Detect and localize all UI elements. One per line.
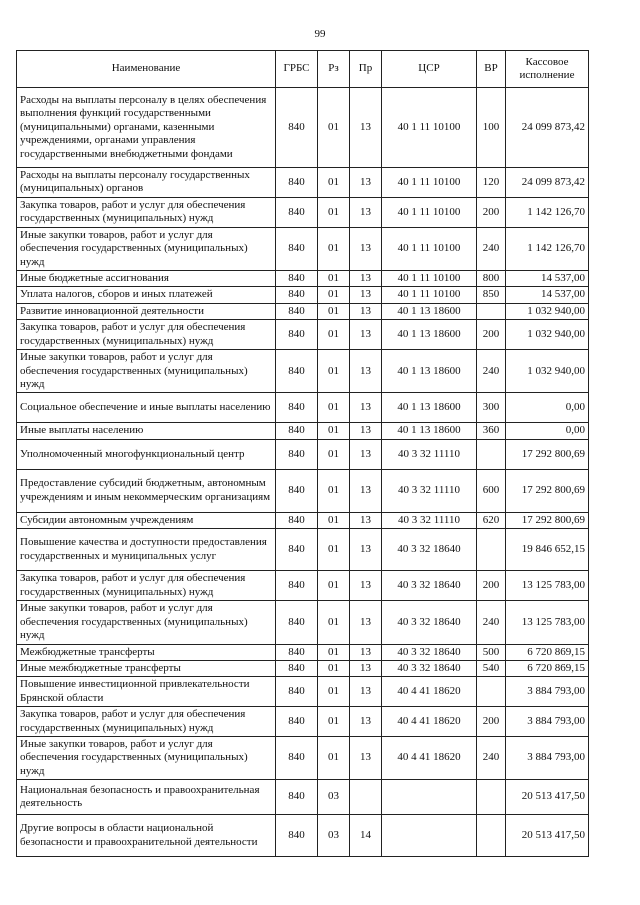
cell-amount: 13 125 783,00	[506, 571, 589, 601]
cell-amount: 0,00	[506, 423, 589, 439]
table-row	[17, 660, 589, 676]
cell-pr: 13	[350, 469, 382, 512]
table-row	[17, 320, 589, 350]
cell-amount: 24 099 873,42	[506, 88, 589, 168]
cell-name: Уплата налогов, сборов и иных платежей	[17, 287, 276, 303]
cell-name: Закупка товаров, работ и услуг для обеспечения государственных (муниципальных) нужд	[17, 707, 276, 737]
cell-csr: 40 1 13 18600	[382, 320, 477, 350]
cell-name: Другие вопросы в области национальной безопасности и правоохранительной деятельности	[17, 815, 276, 857]
cell-grbs: 840	[276, 350, 318, 393]
cell-vr: 620	[477, 512, 506, 528]
table-row	[17, 469, 589, 512]
cell-amount: 19 846 652,15	[506, 529, 589, 571]
cell-amount: 13 125 783,00	[506, 601, 589, 644]
cell-csr: 40 1 13 18600	[382, 393, 477, 423]
cell-rz: 01	[318, 303, 350, 319]
cell-rz: 01	[318, 439, 350, 469]
cell-grbs: 840	[276, 271, 318, 287]
cell-name: Закупка товаров, работ и услуг для обеспечения государственных (муниципальных) нужд	[17, 197, 276, 227]
cell-pr: 13	[350, 271, 382, 287]
cell-rz: 01	[318, 88, 350, 168]
cell-amount: 20 513 417,50	[506, 780, 589, 815]
cell-grbs: 840	[276, 707, 318, 737]
cell-csr: 40 4 41 18620	[382, 736, 477, 779]
cell-csr	[382, 780, 477, 815]
cell-name: Иные бюджетные ассигнования	[17, 271, 276, 287]
cell-vr: 800	[477, 271, 506, 287]
cell-vr	[477, 529, 506, 571]
cell-pr: 13	[350, 227, 382, 270]
cell-vr: 540	[477, 660, 506, 676]
cell-vr: 240	[477, 227, 506, 270]
cell-vr	[477, 815, 506, 857]
cell-name: Уполномоченный многофункциональный центр	[17, 439, 276, 469]
cell-vr: 100	[477, 88, 506, 168]
cell-vr: 200	[477, 320, 506, 350]
table-row	[17, 423, 589, 439]
cell-rz: 01	[318, 677, 350, 707]
cell-name: Иные закупки товаров, работ и услуг для обеспечения государственных (муниципальных) нужд	[17, 350, 276, 393]
table-row	[17, 287, 589, 303]
cell-pr: 13	[350, 350, 382, 393]
cell-pr: 13	[350, 529, 382, 571]
cell-pr: 13	[350, 601, 382, 644]
cell-name: Расходы на выплаты персоналу государственных (муниципальных) органов	[17, 168, 276, 198]
cell-rz: 01	[318, 287, 350, 303]
table-row	[17, 227, 589, 270]
cell-grbs: 840	[276, 439, 318, 469]
cell-pr: 13	[350, 571, 382, 601]
cell-pr: 13	[350, 423, 382, 439]
cell-amount: 3 884 793,00	[506, 707, 589, 737]
cell-csr: 40 3 32 18640	[382, 529, 477, 571]
cell-csr: 40 1 11 10100	[382, 287, 477, 303]
cell-amount: 1 142 126,70	[506, 227, 589, 270]
cell-pr: 13	[350, 393, 382, 423]
cell-amount: 6 720 869,15	[506, 660, 589, 676]
cell-vr: 200	[477, 707, 506, 737]
cell-rz: 01	[318, 529, 350, 571]
cell-rz: 01	[318, 350, 350, 393]
cell-amount: 14 537,00	[506, 271, 589, 287]
cell-amount: 0,00	[506, 393, 589, 423]
cell-csr: 40 1 13 18600	[382, 423, 477, 439]
table-row	[17, 271, 589, 287]
cell-vr	[477, 439, 506, 469]
table-row	[17, 707, 589, 737]
cell-amount: 20 513 417,50	[506, 815, 589, 857]
cell-pr: 13	[350, 320, 382, 350]
cell-name: Повышение качества и доступности предоставления государственных и муниципальных услуг	[17, 529, 276, 571]
cell-amount: 1 142 126,70	[506, 197, 589, 227]
cell-name: Социальное обеспечение и иные выплаты населению	[17, 393, 276, 423]
cell-rz: 01	[318, 469, 350, 512]
cell-csr: 40 3 32 18640	[382, 571, 477, 601]
cell-name: Закупка товаров, работ и услуг для обеспечения государственных (муниципальных) нужд	[17, 320, 276, 350]
cell-amount: 17 292 800,69	[506, 512, 589, 528]
cell-rz: 01	[318, 271, 350, 287]
cell-rz: 01	[318, 393, 350, 423]
cell-grbs: 840	[276, 303, 318, 319]
table-row	[17, 644, 589, 660]
cell-vr	[477, 677, 506, 707]
cell-csr: 40 1 11 10100	[382, 227, 477, 270]
cell-vr: 240	[477, 350, 506, 393]
cell-rz: 01	[318, 197, 350, 227]
cell-grbs: 840	[276, 423, 318, 439]
cell-pr: 13	[350, 168, 382, 198]
cell-amount: 17 292 800,69	[506, 439, 589, 469]
table-row	[17, 512, 589, 528]
table-row	[17, 571, 589, 601]
cell-pr: 13	[350, 512, 382, 528]
cell-csr: 40 1 13 18600	[382, 350, 477, 393]
cell-grbs: 840	[276, 660, 318, 676]
cell-amount: 1 032 940,00	[506, 320, 589, 350]
cell-pr: 13	[350, 88, 382, 168]
cell-vr: 200	[477, 197, 506, 227]
header-name: Наименование	[17, 51, 276, 88]
budget-table	[16, 50, 589, 857]
cell-vr: 240	[477, 601, 506, 644]
cell-pr: 13	[350, 660, 382, 676]
cell-vr	[477, 303, 506, 319]
cell-csr: 40 3 32 11110	[382, 439, 477, 469]
table-row	[17, 529, 589, 571]
table-row	[17, 439, 589, 469]
cell-amount: 1 032 940,00	[506, 350, 589, 393]
cell-grbs: 840	[276, 393, 318, 423]
cell-rz: 01	[318, 644, 350, 660]
header-pr: Пр	[350, 51, 382, 88]
cell-amount: 3 884 793,00	[506, 677, 589, 707]
cell-pr: 13	[350, 439, 382, 469]
cell-name: Иные межбюджетные трансферты	[17, 660, 276, 676]
cell-amount: 3 884 793,00	[506, 736, 589, 779]
cell-vr: 200	[477, 571, 506, 601]
cell-name: Закупка товаров, работ и услуг для обеспечения государственных (муниципальных) нужд	[17, 571, 276, 601]
cell-csr: 40 3 32 18640	[382, 644, 477, 660]
cell-name: Повышение инвестиционной привлекательности Брянской области	[17, 677, 276, 707]
cell-grbs: 840	[276, 168, 318, 198]
cell-rz: 01	[318, 660, 350, 676]
cell-name: Иные выплаты населению	[17, 423, 276, 439]
cell-vr: 850	[477, 287, 506, 303]
cell-grbs: 840	[276, 677, 318, 707]
cell-grbs: 840	[276, 320, 318, 350]
cell-pr: 14	[350, 815, 382, 857]
cell-rz: 01	[318, 168, 350, 198]
cell-amount: 1 032 940,00	[506, 303, 589, 319]
cell-grbs: 840	[276, 780, 318, 815]
cell-vr: 300	[477, 393, 506, 423]
header-grbs: ГРБС	[276, 51, 318, 88]
table-row	[17, 780, 589, 815]
cell-csr: 40 1 11 10100	[382, 88, 477, 168]
cell-name: Субсидии автономным учреждениям	[17, 512, 276, 528]
cell-pr: 13	[350, 197, 382, 227]
cell-rz: 01	[318, 227, 350, 270]
cell-grbs: 840	[276, 571, 318, 601]
cell-rz: 01	[318, 707, 350, 737]
cell-grbs: 840	[276, 512, 318, 528]
cell-csr: 40 3 32 11110	[382, 512, 477, 528]
cell-vr: 360	[477, 423, 506, 439]
header-amount: Кассовое исполнение	[506, 51, 589, 88]
table-row	[17, 677, 589, 707]
table-row	[17, 736, 589, 779]
table-row	[17, 303, 589, 319]
cell-csr: 40 1 11 10100	[382, 197, 477, 227]
table-row	[17, 197, 589, 227]
cell-csr: 40 3 32 18640	[382, 660, 477, 676]
header-vr: ВР	[477, 51, 506, 88]
table-row	[17, 168, 589, 198]
cell-vr: 600	[477, 469, 506, 512]
cell-grbs: 840	[276, 529, 318, 571]
cell-name: Национальная безопасность и правоохранительная деятельность	[17, 780, 276, 815]
cell-rz: 01	[318, 571, 350, 601]
table-row	[17, 88, 589, 168]
cell-vr: 500	[477, 644, 506, 660]
cell-grbs: 840	[276, 88, 318, 168]
cell-vr: 120	[477, 168, 506, 198]
cell-name: Предоставление субсидий бюджетным, автономным учреждениям и иным некоммерческим организациям	[17, 469, 276, 512]
cell-name: Иные закупки товаров, работ и услуг для обеспечения государственных (муниципальных) нужд	[17, 736, 276, 779]
cell-grbs: 840	[276, 287, 318, 303]
cell-rz: 01	[318, 423, 350, 439]
cell-name: Межбюджетные трансферты	[17, 644, 276, 660]
cell-csr: 40 1 13 18600	[382, 303, 477, 319]
cell-amount: 6 720 869,15	[506, 644, 589, 660]
header-rz: Рз	[318, 51, 350, 88]
cell-csr: 40 4 41 18620	[382, 707, 477, 737]
cell-rz: 03	[318, 815, 350, 857]
table-row	[17, 601, 589, 644]
cell-pr: 13	[350, 677, 382, 707]
cell-grbs: 840	[276, 736, 318, 779]
cell-csr: 40 3 32 18640	[382, 601, 477, 644]
cell-grbs: 840	[276, 227, 318, 270]
cell-pr: 13	[350, 644, 382, 660]
cell-name: Иные закупки товаров, работ и услуг для обеспечения государственных (муниципальных) нужд	[17, 601, 276, 644]
cell-name: Развитие инновационной деятельности	[17, 303, 276, 319]
cell-grbs: 840	[276, 815, 318, 857]
cell-rz: 01	[318, 736, 350, 779]
cell-grbs: 840	[276, 469, 318, 512]
cell-rz: 03	[318, 780, 350, 815]
page-number: 99	[314, 28, 326, 40]
cell-pr	[350, 780, 382, 815]
cell-vr: 240	[477, 736, 506, 779]
cell-grbs: 840	[276, 197, 318, 227]
cell-name: Расходы на выплаты персоналу в целях обеспечения выполнения функций государственными (муниципальными) органами, казенными учреждениями, органами управления государственными внебюджетными фондами	[17, 88, 276, 168]
header-csr: ЦСР	[382, 51, 477, 88]
table-row	[17, 393, 589, 423]
cell-name: Иные закупки товаров, работ и услуг для обеспечения государственных (муниципальных) нужд	[17, 227, 276, 270]
cell-csr: 40 3 32 11110	[382, 469, 477, 512]
cell-csr: 40 4 41 18620	[382, 677, 477, 707]
table-body	[17, 88, 589, 857]
cell-csr: 40 1 11 10100	[382, 271, 477, 287]
table-header-row	[17, 51, 589, 88]
cell-csr	[382, 815, 477, 857]
cell-vr	[477, 780, 506, 815]
cell-pr: 13	[350, 707, 382, 737]
cell-pr: 13	[350, 287, 382, 303]
cell-rz: 01	[318, 601, 350, 644]
cell-csr: 40 1 11 10100	[382, 168, 477, 198]
cell-grbs: 840	[276, 644, 318, 660]
cell-amount: 14 537,00	[506, 287, 589, 303]
cell-rz: 01	[318, 320, 350, 350]
cell-pr: 13	[350, 303, 382, 319]
table-row	[17, 815, 589, 857]
cell-grbs: 840	[276, 601, 318, 644]
cell-amount: 17 292 800,69	[506, 469, 589, 512]
cell-rz: 01	[318, 512, 350, 528]
cell-pr: 13	[350, 736, 382, 779]
table-row	[17, 350, 589, 393]
cell-amount: 24 099 873,42	[506, 168, 589, 198]
